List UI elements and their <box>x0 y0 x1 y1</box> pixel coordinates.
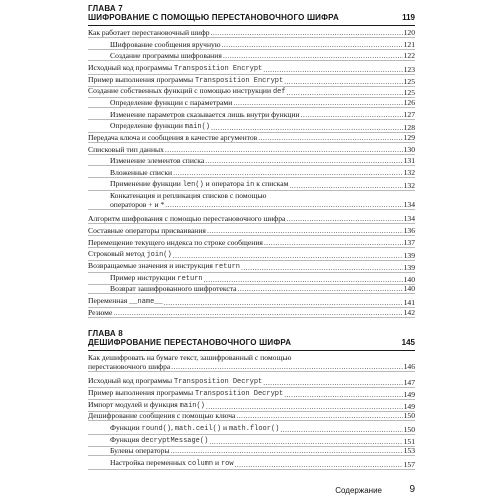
toc-entry-title: Изменение элементов списка <box>110 156 205 166</box>
toc-entry-page: 128 <box>403 123 415 133</box>
chapter-7-page: 119 <box>402 13 415 22</box>
dot-leader <box>205 156 402 165</box>
dot-leader <box>280 425 402 434</box>
toc-entry-page: 150 <box>403 411 415 421</box>
toc-entry-code: decryptMessage() <box>141 436 209 445</box>
chapter-8-rule <box>88 350 415 351</box>
toc-entry-code: Transposition Decrypt <box>174 378 263 387</box>
toc-entry[interactable] <box>88 400 415 412</box>
toc-entry[interactable] <box>88 249 415 261</box>
toc-entry-page: 151 <box>403 436 415 446</box>
toc-entry-code: in <box>245 181 255 190</box>
toc-entry-page: 127 <box>403 109 415 119</box>
toc-entry-title: Импорт модулей и функция <box>88 399 180 409</box>
toc-entry-code: Transposition Encrypt <box>174 64 263 73</box>
toc-entry[interactable] <box>88 446 415 456</box>
toc-entry-title: Применение функции <box>110 179 183 189</box>
toc-entry-title: Как дешифровать на бумаге текст, зашифрованный с помощью <box>88 353 292 362</box>
toc-entry-page: 149 <box>403 401 415 411</box>
toc-entry-code: Transposition Encrypt <box>194 76 284 85</box>
toc-entry-title: Определение функции <box>110 121 185 131</box>
dot-leader <box>113 308 402 317</box>
toc-entry-code: join() <box>146 251 172 260</box>
toc-entry-page: 130 <box>403 144 415 154</box>
toc-entry-code: row <box>220 459 234 468</box>
toc-entry-code: Transposition Decrypt <box>194 389 284 398</box>
toc-entry-page: 140 <box>403 284 415 294</box>
toc-entry[interactable] <box>88 133 415 143</box>
toc-entry-page: 147 <box>403 378 415 388</box>
dot-leader <box>235 460 403 469</box>
toc-entry[interactable] <box>88 191 415 210</box>
footer-page-number: 9 <box>409 484 415 495</box>
toc-entry[interactable] <box>88 388 415 400</box>
dot-leader <box>171 362 402 371</box>
chapter-8-title: ДЕШИФРОВАНИЕ ПЕРЕСТАНОВОЧНОГО ШИФРА <box>88 338 292 347</box>
dot-leader <box>241 263 403 272</box>
toc-entry-page: 139 <box>403 251 415 261</box>
toc-entry-title: Резюме <box>88 307 113 317</box>
toc-entry[interactable] <box>88 376 415 388</box>
toc-entry-title-part: и оператора <box>203 179 246 189</box>
toc-entry[interactable] <box>88 145 415 155</box>
dot-leader <box>204 275 403 284</box>
toc-entry-title: Исходный код программы <box>88 376 175 386</box>
toc-entry-title-part: , <box>171 422 175 432</box>
toc-entry-title: Пример выполнения программы <box>88 74 195 84</box>
toc-entry[interactable] <box>88 238 415 248</box>
dot-leader <box>289 181 402 190</box>
dot-leader <box>258 133 402 142</box>
toc-entry-page: 139 <box>403 263 415 272</box>
toc-entry-title-part: и <box>213 457 221 467</box>
dot-leader <box>173 251 403 260</box>
chapter-8-page: 145 <box>401 338 415 347</box>
toc-entry-page: 122 <box>403 51 415 61</box>
dot-leader <box>236 411 402 420</box>
toc-entry-title: Составные операторы присваивания <box>88 226 206 236</box>
toc-entry-title-continued: перестановочного шифра <box>88 362 171 371</box>
toc-entry-code: len() <box>182 181 204 190</box>
toc-entry-page: 121 <box>403 39 415 49</box>
dot-leader <box>165 145 403 154</box>
dot-leader <box>233 98 402 107</box>
toc-entry[interactable] <box>88 86 415 98</box>
toc-entry-code: round() <box>141 424 172 433</box>
toc-entry-title: Создание собственных функций с помощью инструкции <box>88 86 273 96</box>
toc-entry[interactable] <box>88 411 415 421</box>
toc-entry-code: def <box>272 88 286 97</box>
footer-section-label: Содержание <box>335 486 382 495</box>
dot-leader <box>264 238 403 247</box>
toc-entry[interactable] <box>88 214 415 224</box>
dot-leader <box>207 226 403 235</box>
toc-entry-title: Конкатенация и репликация списков с помощью <box>110 191 267 201</box>
toc-entry[interactable] <box>88 75 415 87</box>
dot-leader <box>287 88 403 97</box>
dot-leader <box>263 378 402 387</box>
toc-entry-page: 146 <box>403 362 415 371</box>
toc-entry-title: Пример инструкции <box>110 272 178 282</box>
toc-entry-title: Списковый тип данных <box>88 144 164 154</box>
toc-entry[interactable] <box>88 458 415 470</box>
toc-entry-page: 157 <box>403 459 415 469</box>
toc-entry-title: Возврат зашифрованного шифротекста <box>110 284 237 294</box>
toc-entry-page: 125 <box>403 76 415 86</box>
toc-entry[interactable] <box>88 156 415 166</box>
toc-entry-title: Возвращаемые значения и инструкция <box>88 261 215 270</box>
toc-entry-title: Определение функции с параметрами <box>110 97 233 107</box>
chapter-7-title: ШИФРОВАНИЕ С ПОМОЩЬЮ ПЕРЕСТАНОВОЧНОГО ШИФРА <box>88 13 339 22</box>
toc-entry-title: Переменная <box>88 295 130 305</box>
dot-leader <box>209 437 402 446</box>
toc-entry-code: main() <box>184 123 210 132</box>
toc-entry-page: 134 <box>403 200 415 210</box>
toc-entry-code: __name__ <box>129 297 163 306</box>
dot-leader <box>263 65 402 74</box>
toc-entry-page: 142 <box>403 307 415 317</box>
chapter-7-rule <box>88 25 415 26</box>
toc-entry-title: Настройка переменных <box>110 457 188 467</box>
dot-leader <box>222 40 403 49</box>
toc-entry-title: Пример выполнения программы <box>88 387 195 397</box>
toc-entry[interactable] <box>88 63 415 75</box>
toc-entry-title-continued: операторов + и * <box>110 200 165 210</box>
toc-entry-code: return <box>177 274 203 283</box>
toc-entry-title-part: и <box>221 422 229 432</box>
toc-entry-page: 141 <box>403 297 415 307</box>
toc-entry-page: 153 <box>403 446 415 456</box>
toc-entry-page: 149 <box>403 389 415 399</box>
toc-entry[interactable] <box>88 273 415 285</box>
dot-leader <box>165 200 402 209</box>
toc-entry[interactable] <box>88 261 415 273</box>
toc-entry[interactable] <box>88 353 415 372</box>
toc-entry-title: Исходный код программы <box>88 62 175 72</box>
toc-entry[interactable] <box>88 40 415 50</box>
toc-entry-title: Перемещение текущего индекса по строке сообщения <box>88 237 263 247</box>
toc-entry[interactable] <box>88 308 415 318</box>
toc-entry-code: return <box>214 263 241 271</box>
toc-entry-page: 125 <box>403 88 415 98</box>
dot-leader <box>301 110 403 119</box>
toc-entry[interactable] <box>88 28 415 38</box>
toc-entry[interactable] <box>88 51 415 61</box>
toc-entry[interactable] <box>88 423 415 435</box>
toc-entry-page: 150 <box>403 424 415 434</box>
toc-entry-title: Передача ключа и сообщения в качестве аргументов <box>88 132 258 142</box>
toc-entry[interactable] <box>88 110 415 120</box>
toc-entry-title: Шифрование сообщения вручную <box>110 39 221 49</box>
chapter-7-label: ГЛАВА 7 <box>88 4 123 13</box>
toc-entry-page: 137 <box>403 237 415 247</box>
toc-entry-code: math.floor() <box>228 424 280 433</box>
chapter-8-label: ГЛАВА 8 <box>88 329 123 338</box>
toc-entry-title-part: к спискам <box>254 179 289 189</box>
toc-entry[interactable] <box>88 121 415 133</box>
toc-entry[interactable] <box>88 296 415 308</box>
toc-entry-title: Функции <box>110 422 142 432</box>
toc-entry-title: Создание программы шифрования <box>110 51 222 61</box>
toc-entry[interactable] <box>88 168 415 178</box>
toc-entry[interactable] <box>88 98 415 108</box>
toc-entry-title: Булевы операторы <box>110 446 170 456</box>
dot-leader <box>173 168 403 177</box>
toc-entry-title: Алгоритм шифрования с помощью перестановочного шифра <box>88 214 286 224</box>
toc-entry-page: 136 <box>403 226 415 236</box>
toc-entry-page: 120 <box>403 28 415 37</box>
dot-leader <box>164 298 403 307</box>
dot-leader <box>171 446 403 455</box>
dot-leader <box>284 390 402 399</box>
dot-leader <box>286 214 402 223</box>
toc-entry-page: 131 <box>403 156 415 166</box>
toc-entry-title: Дешифрование сообщения с помощью ключа <box>88 411 236 421</box>
dot-leader <box>238 284 403 293</box>
dot-leader <box>284 77 402 86</box>
dot-leader <box>211 28 403 37</box>
toc-entry-title: Как работает перестановочный шифр <box>88 28 210 37</box>
toc-entry-page: 132 <box>403 181 415 191</box>
dot-leader <box>206 402 403 411</box>
toc-entry-page: 140 <box>403 274 415 284</box>
dot-leader <box>211 123 403 132</box>
toc-entry-code: math.ceil() <box>174 424 222 433</box>
toc-entry-page: 126 <box>403 97 415 107</box>
toc-entry-title: Строковый метод <box>88 249 147 259</box>
toc-entry-page: 123 <box>403 64 415 74</box>
toc-entry[interactable] <box>88 226 415 236</box>
dot-leader <box>223 51 403 60</box>
toc-entry-title: Изменение параметров сказывается лишь внутри функции <box>110 109 300 119</box>
toc-entry-title: Функция <box>110 434 142 444</box>
toc-entry[interactable] <box>88 179 415 191</box>
toc-entry-page: 134 <box>403 214 415 224</box>
toc-entry[interactable] <box>88 435 415 447</box>
toc-entry-title: Вложенные списки <box>110 167 173 177</box>
toc-entry-page: 129 <box>403 132 415 142</box>
toc-entry-page: 132 <box>403 167 415 177</box>
toc-entry-code: column <box>187 459 214 468</box>
toc-entry-code: main() <box>179 401 205 410</box>
toc-entry[interactable] <box>88 284 415 294</box>
